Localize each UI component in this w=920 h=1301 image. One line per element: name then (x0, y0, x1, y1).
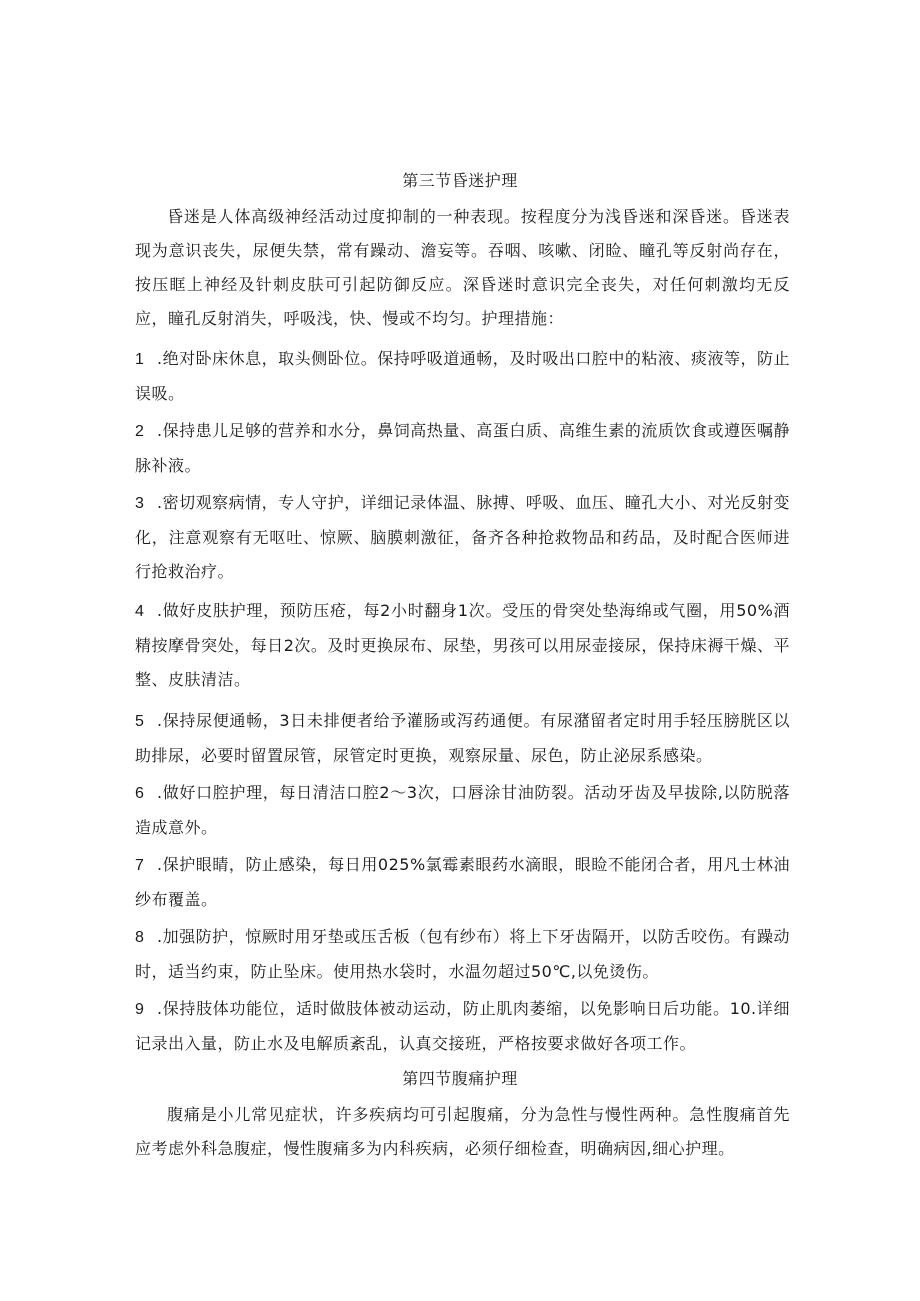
list-item (135, 414, 790, 483)
section-title: 第四节腹痛护理 (402, 1069, 518, 1088)
list-item (135, 486, 790, 589)
list-item-text: .保持肢体功能位，适时做肢体被动运动，防止肌肉萎缩，以免影响日后功能。10.详细记录出入量，防止水及电解质紊乱，认真交接班，严格按要求做好各项工作。 (135, 999, 790, 1053)
list-item-text: .做好皮肤护理，预防压疮，每2小时翻身1次。受压的骨突处垫海绵或气圈，用50%酒精按摩骨突处，每日2次。及时更换尿布、尿垫，男孩可以用尿壶接尿，保持床褥干燥、平整、皮肤清洁。 (135, 601, 790, 689)
list-item-number: 8 (135, 929, 145, 946)
list-item (135, 704, 790, 773)
list-item-text: .保护眼睛，防止感染，每日用025%氯霉素眼药水滴眼，眼睑不能闭合者，用凡士林油纱布覆盖。 (135, 855, 790, 909)
list-item-number: 4 (135, 603, 145, 620)
list-item-number: 6 (135, 785, 145, 802)
list-item-number: 1 (135, 351, 145, 368)
list-item-text: .绝对卧床休息，取头侧卧位。保持呼吸道通畅，及时吸出口腔中的粘液、痰液等，防止误吸。 (135, 349, 790, 403)
list-item-text: .加强防护，惊厥时用牙垫或压舌板（包有纱布）将上下牙齿隔开，以防舌咬伤。有躁动时，适当约束，防止坠床。使用热水袋时，水温勿超过50℃,以免烫伤。 (135, 927, 790, 981)
list-item-number: 2 (135, 423, 145, 440)
list-item-number: 5 (135, 713, 145, 730)
list-item (135, 848, 790, 917)
list-item-number: 7 (135, 857, 145, 874)
list-item (135, 594, 790, 697)
list-item-number: 3 (135, 495, 145, 512)
list-item-text: .保持患儿足够的营养和水分，鼻饲高热量、高蛋白质、高维生素的流质饮食或遵医嘱静脉补液。 (135, 421, 790, 475)
section-intro-paragraph: 昏迷是人体高级神经活动过度抑制的一种表现。按程度分为浅昏迷和深昏迷。昏迷表现为意识丧失，尿便失禁，常有躁动、澹妄等。吞咽、咳嗽、闭睑、瞳孔等反射尚存在，按压眶上神经及针刺皮肤可引起防御反应。深昏迷时意识完全丧失，对任何刺激均无反应，瞳孔反射消失，呼吸浅，快、慢或不均匀。护理措施： (135, 207, 790, 328)
section-title: 第三节昏迷护理 (402, 171, 518, 190)
list-item-number: 9 (135, 1001, 145, 1018)
list-item (135, 992, 790, 1061)
list-item (135, 920, 790, 989)
list-item (135, 342, 790, 411)
list-item-text: .密切观察病情，专人守护，详细记录体温、脉搏、呼吸、血压、瞳孔大小、对光反射变化，注意观察有无呕吐、惊厥、脑膜刺激征，备齐各种抢救物品和药品，及时配合医师进行抢救治疗。 (135, 493, 790, 581)
list-item (135, 776, 790, 845)
list-item-text: .做好口腔护理，每日清洁口腔2～3次，口唇涂甘油防裂。活动牙齿及早拔除,以防脱落造成意外。 (135, 783, 790, 837)
section-intro-paragraph: 腹痛是小儿常见症状，许多疾病均可引起腹痛，分为急性与慢性两种。急性腹痛首先应考虑外科急腹症，慢性腹痛多为内科疾病，必须仔细检查，明确病因,细心护理。 (135, 1105, 790, 1158)
list-item-text: .保持尿便通畅，3日未排便者给予灌肠或泻药通便。有尿潴留者定时用手轻压膀胱区以助排尿，必要时留置尿管，尿管定时更换，观察尿量、尿色，防止泌尿系感染。 (135, 711, 790, 765)
